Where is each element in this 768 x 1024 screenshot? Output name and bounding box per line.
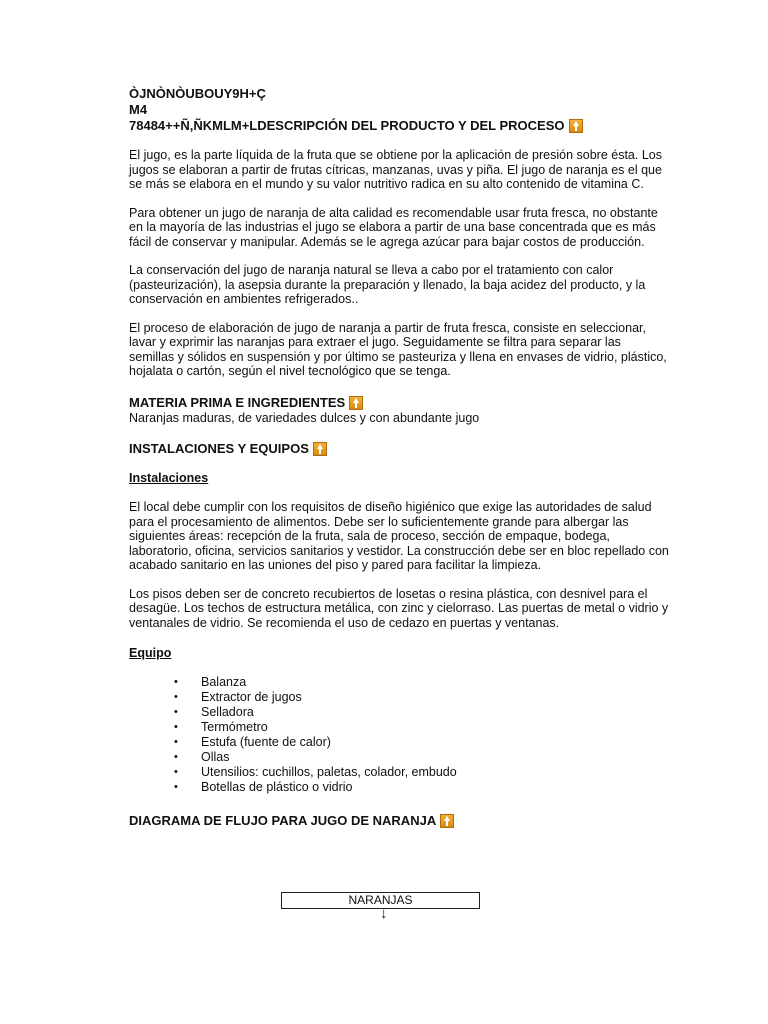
paragraph-descripcion-3: La conservación del jugo de naranja natural se lleva a cabo por el tratamiento con calor (pasteurización), la asepsia durante la preparación y llenado, la baja acidez del producto, y la conservación en ambientes refrigerados.. [129,263,646,306]
list-item: • Termómetro [129,720,669,735]
list-item: • Extractor de jugos [129,690,669,705]
subheading-instalaciones: Instalaciones [129,471,209,485]
list-item: • Selladora [129,705,669,720]
section-heading-materia [129,395,669,411]
paragraph-instalaciones-1: El local debe cumplir con los requisitos de diseño higiénico que exige las autoridades de salud para el procesamiento de alimentos. Debe ser lo suficientemente grande para albergar las siguientes áreas: recepción de la fruta, sala de proceso, sección de empaque, bodega, laboratorio, oficina, servicios sanitarios y vestidor. La construcción debe ser en bloc repellado con acabado sanitario en las uniones del piso y pared para facilitar la limpieza. [129,500,669,572]
list-item: • Botellas de plástico o vidrio [129,780,669,795]
list-item: • Utensilios: cuchillos, paletas, colador, embudo [129,765,669,780]
heading-text: MATERIA PRIMA E INGREDIENTES [129,394,346,410]
list-item: • Estufa (fuente de calor) [129,735,669,750]
paragraph-materia: Naranjas maduras, de variedades dulces y con abundante jugo [129,410,480,425]
arrow-up-icon[interactable] [349,396,363,410]
paragraph-descripcion-1: El jugo, es la parte líquida de la fruta que se obtiene por la aplicación de presión sobre ésta. Los jugos se elaboran a partir de frutas cítricas, manzanas, uvas y piña. El jugo de naranja es el que se más se elabora en el mundo y su valor nutritivo radica en su alto contenido de vitamina C. [129,148,662,191]
flow-box-naranjas: NARANJAS [281,892,480,909]
heading-text: 78484++Ñ,ÑKMLM+LDESCRIPCIÓN DEL PRODUCTO Y DEL PROCESO [129,118,565,133]
list-item: • Balanza [129,675,669,690]
garbled-line-2: M4 [129,102,148,117]
paragraph-instalaciones-2: Los pisos deben ser de concreto recubiertos de losetas o resina plástica, con desnivel para el desagüe. Los techos de estructura metálica, con zinc y cielorraso. Las puertas de metal o vidrio y ventanales de vidrio. Se recomienda el uso de cedazo en puertas y ventanas. [129,586,669,630]
garbled-line-1: ÒJNÒNÒUBOUY9H+Ç [129,86,266,101]
paragraph-descripcion-4: El proceso de elaboración de jugo de naranja a partir de fruta fresca, consiste en seleccionar, lavar y exprimir las naranjas para extraer el jugo. Seguidamente se filtra para separar las semillas y sólidos en suspensión y por último se pasteuriza y llena en envases de vidrio, plástico, hojalata o cartón, según el nivel tecnológico que se tenga. [129,320,667,378]
arrow-up-icon[interactable] [313,442,327,456]
document-page [129,86,669,829]
section-heading-diagrama [129,813,669,829]
heading-text: INSTALACIONES Y EQUIPOS [129,441,309,456]
flow-arrow-down-icon: ↓ [380,905,388,922]
section-heading-instalaciones [129,441,669,457]
heading-text: DIAGRAMA DE FLUJO PARA JUGO DE NARANJA [129,813,437,828]
list-item: • Ollas [129,750,669,765]
paragraph-descripcion-2: Para obtener un jugo de naranja de alta calidad es recomendable usar fruta fresca, no obstante en la mayoría de las industrias el jugo se elabora a partir de una base concentrada que es más fácil de conservar y manipular. Además se le agrega azúcar para bajar costos de producción. [129,205,658,249]
arrow-up-icon[interactable] [569,119,583,133]
subheading-equipo: Equipo [129,646,172,660]
arrow-up-icon[interactable] [440,814,454,828]
equipment-list [129,675,669,795]
section-heading-descripcion [129,118,669,134]
